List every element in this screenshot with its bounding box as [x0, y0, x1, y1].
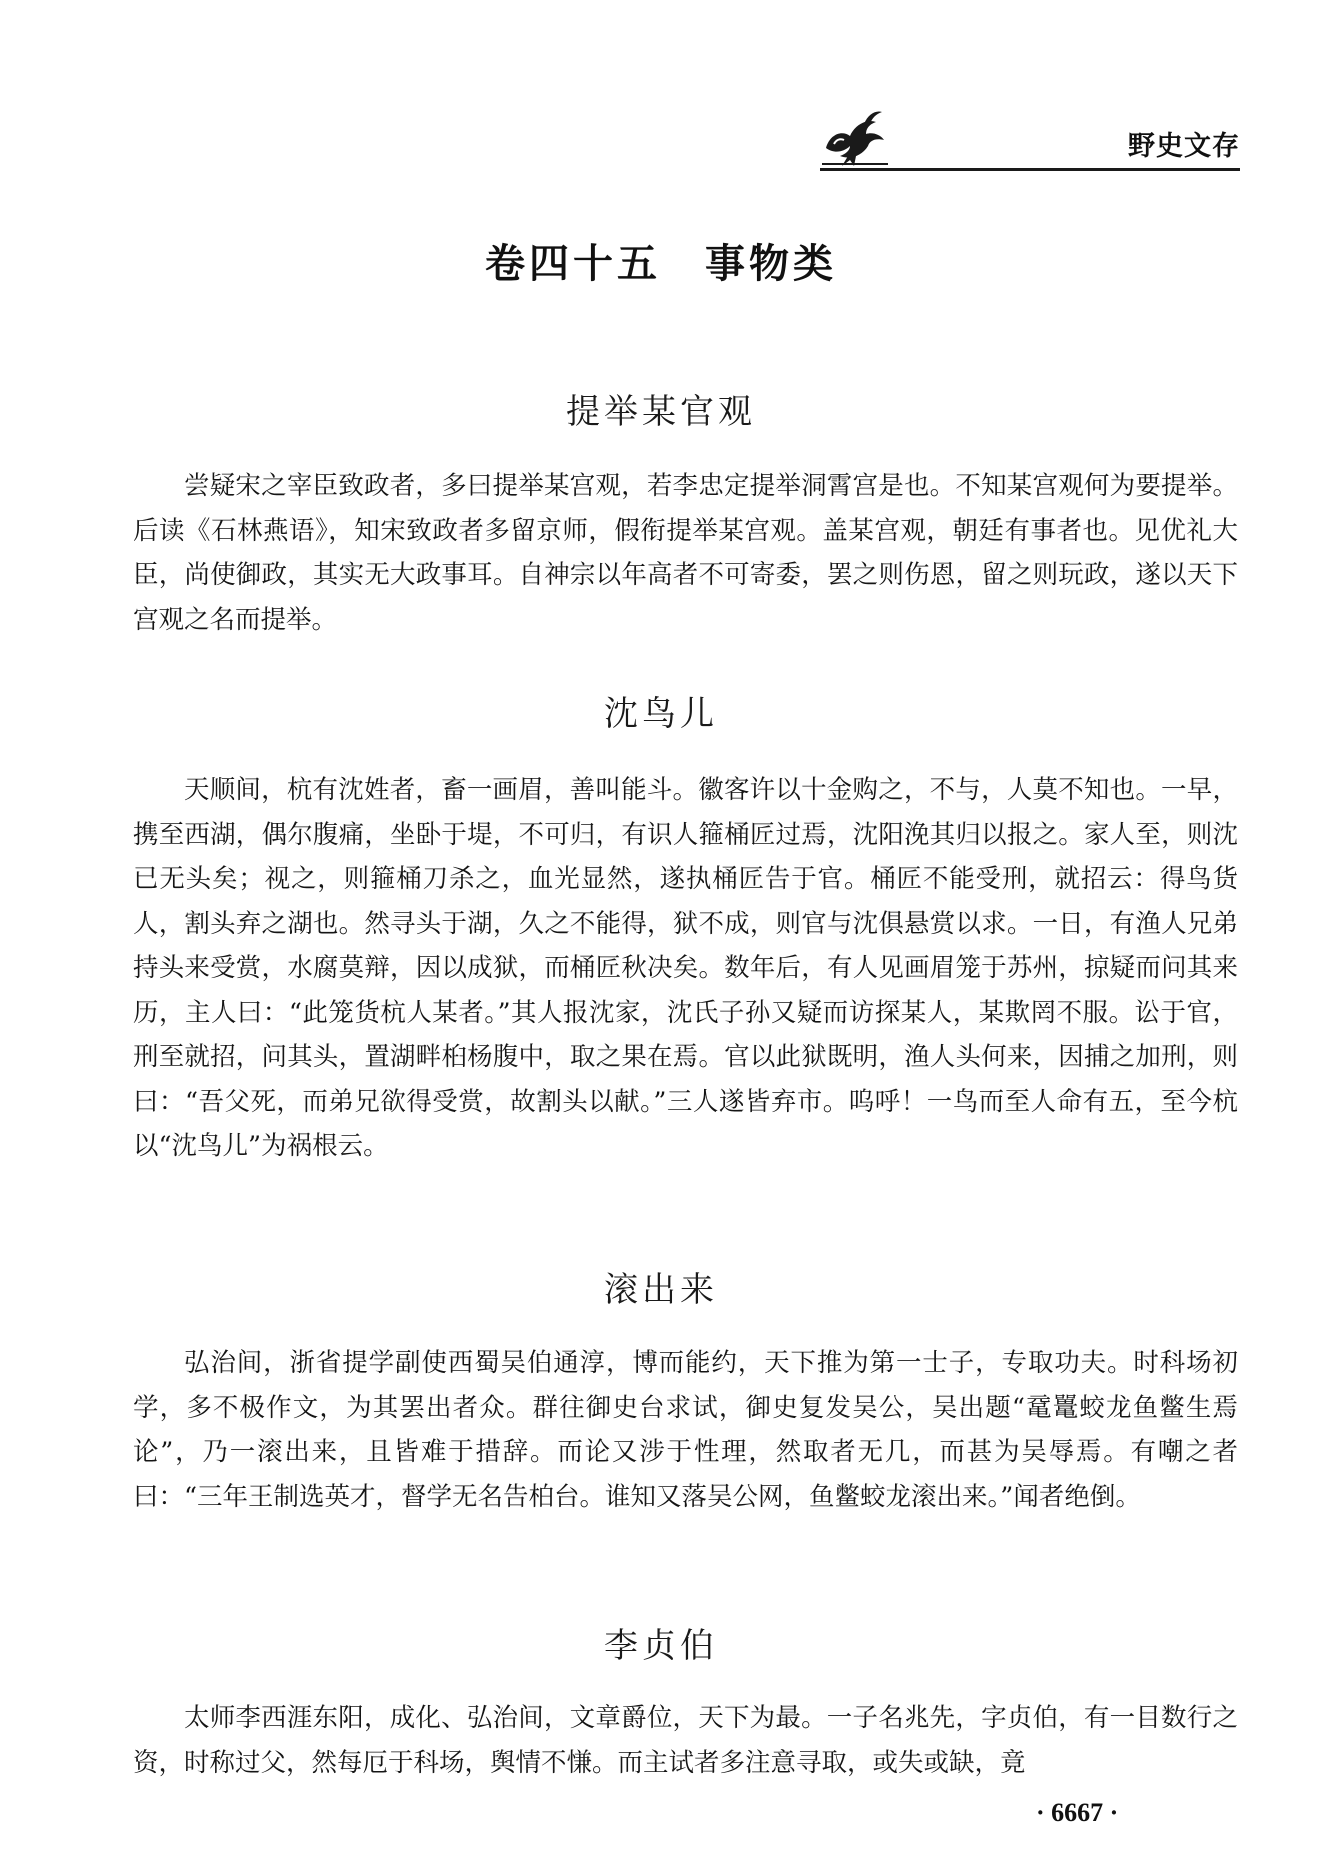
- section-paragraph: 尝疑宋之宰臣致政者，多曰提举某宫观，若李忠定提举洞霄宫是也。不知某宫观何为要提举。后读《石林燕语》，知宋致政者多留京师，假衔提举某宫观。盖某宫观，朝廷有事者也。见优礼大臣，尚使御政，其实无大政事耳。自神宗以年高者不可寄委，罢之则伤恩，留之则玩政，遂以天下宫观之名而提举。: [133, 471, 1238, 635]
- running-header: [820, 104, 1240, 174]
- header-rule: [820, 168, 1240, 171]
- section-title: 滚出来: [604, 1270, 718, 1310]
- chapter-title: 卷四十五 事物类: [485, 241, 837, 287]
- section-paragraph: 天顺间，杭有沈姓者，畜一画眉，善叫能斗。徽客许以十金购之，不与，人莫不知也。一早，携至西湖，偶尔腹痛，坐卧于堤，不可归，有识人箍桶匠过焉，沈阳浼其归以报之。家人至，则沈已无头矣；视之，则箍桶刀杀之，血光显然，遂执桶匠告于官。桶匠不能受刑，就招云：得鸟货人，割头弃之湖也。然寻头于湖，久之不能得，狱不成，则官与沈俱悬赏以求。一日，有渔人兄弟持头来受赏，水腐莫辩，因以成狱，而桶匠秋决矣。数年后，有人见画眉笼于苏州，掠疑而问其来历，主人曰：“此笼货杭人某者。”其人报沈家，沈氏子孙又疑而访探某人，某欺罔不服。讼于官，刑至就招，问其头，置湖畔桕杨腹中，取之果在焉。官以此狱既明，渔人头何来，因捕之加刑，则曰：“吾父死，而弟兄欲得受赏，故割头以献。”三人遂皆弃市。呜呼！一鸟而至人命有五，至今杭以“沈鸟儿”为祸根云。: [133, 775, 1238, 1161]
- section-paragraph: 太师李西涯东阳，成化、弘治间，文章爵位，天下为最。一子名兆先，字贞伯，有一目数行之资，时称过父，然每厄于科场，舆情不慊。而主试者多注意寻取，或失或缺，竟: [133, 1703, 1238, 1778]
- header-title: 野史文存: [1128, 131, 1240, 162]
- section-title: 沈鸟儿: [604, 694, 718, 734]
- page-number: · 6667 ·: [1036, 1798, 1119, 1827]
- dragon-logo-icon: [820, 104, 890, 168]
- section-title: 提举某官观: [566, 392, 756, 432]
- section-paragraph: 弘治间，浙省提学副使西蜀吴伯通淳，博而能约，天下推为第一士子，专取功夫。时科场初学，多不极作文，为其罢出者众。群往御史台求试，御史复发吴公，吴出题“鼋鼍蛟龙鱼鳖生焉论”，乃一滚出来，且皆难于措辞。而论又涉于性理，然取者无几，而甚为吴辱焉。有嘲之者曰：“三年王制选英才，督学无名告柏台。谁知又落吴公网，鱼鳖蛟龙滚出来。”闻者绝倒。: [133, 1348, 1238, 1512]
- section-title: 李贞伯: [604, 1626, 718, 1666]
